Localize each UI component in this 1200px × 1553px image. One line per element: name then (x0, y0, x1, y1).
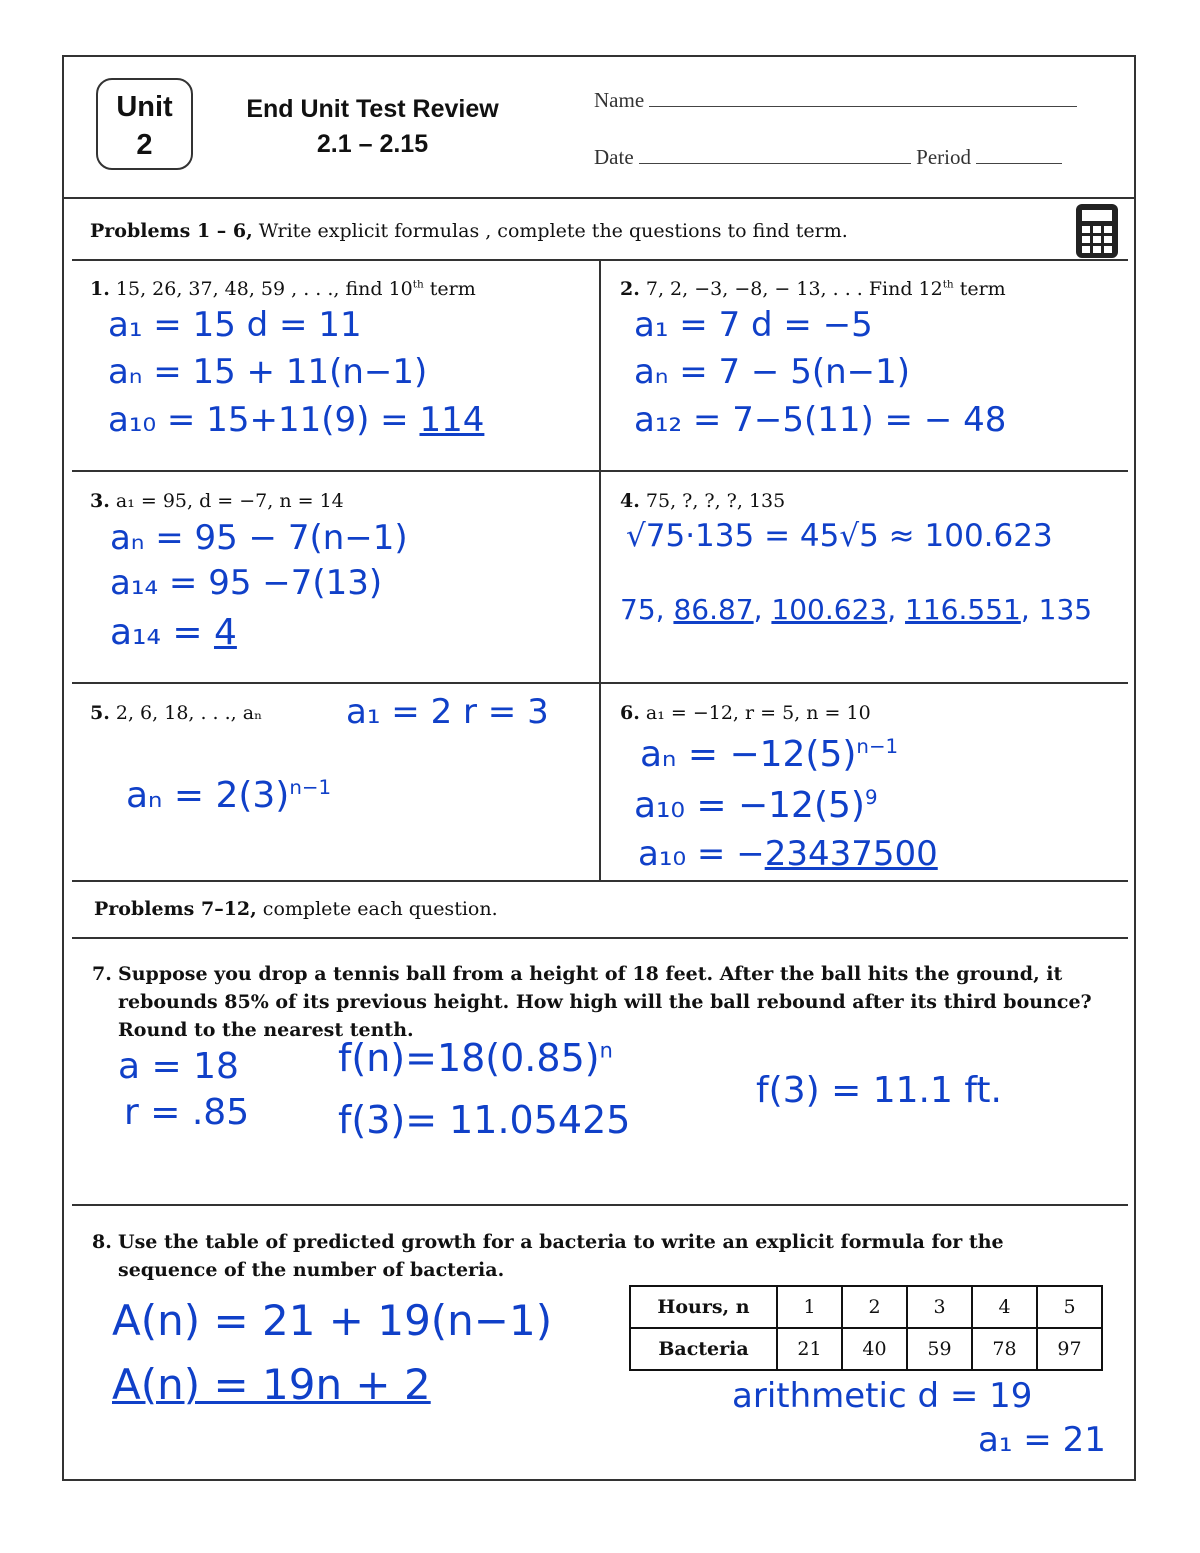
header-divider (62, 197, 1136, 199)
name-field (594, 88, 1077, 113)
section1-heading-text: Write explicit formulas , complete the questions to find term. (252, 220, 848, 242)
problem-8-work-3: arithmetic d = 19 (732, 1376, 1033, 1416)
problem-6-work-1 (640, 734, 898, 775)
problem-4-term-3: 100.623 (771, 593, 888, 626)
problem-6-work-3 (638, 834, 938, 874)
problem-5-work-2 (126, 775, 331, 816)
period-label: Period (916, 145, 971, 169)
name-line (649, 88, 1077, 107)
problem-4-work-1: √75·135 = 45√5 ≈ 100.623 (626, 518, 1053, 554)
problem-6-work-1-text: aₙ = −12(5) (640, 734, 857, 775)
problem-6-text: a₁ = −12, r = 5, n = 10 (645, 702, 871, 724)
table-cell: 2 (842, 1286, 907, 1328)
section2-heading-bold: Problems 7–12, (94, 898, 257, 920)
section1-heading (90, 220, 848, 242)
table-cell: 59 (907, 1328, 972, 1370)
problem-5-number: 5. (90, 702, 110, 724)
table-cell: 1 (777, 1286, 842, 1328)
worksheet-title: End Unit Test Review (246, 95, 499, 123)
problem-2-text-end: term (953, 278, 1006, 300)
problem-3-number: 3. (90, 490, 110, 512)
problem-5-exponent: n−1 (289, 776, 332, 799)
problem-1-text: 15, 26, 37, 48, 59 , . . ., find 10 (115, 278, 413, 300)
problem-3-work-2: a₁₄ = 95 −7(13) (110, 563, 383, 603)
problem-6-work-2 (634, 785, 878, 826)
problem-6-work-2-text: a₁₀ = −12(5) (634, 785, 865, 826)
problem-7-prompt (92, 960, 1112, 1044)
problem-8-work-4: a₁ = 21 (978, 1420, 1106, 1460)
date-label: Date (594, 145, 634, 169)
problem-7-number: 7. (92, 963, 112, 985)
table-header-bacteria: Bacteria (630, 1328, 777, 1370)
problem-1-work-3-text: a₁₀ = 15+11(9) = (108, 400, 420, 440)
problem-4-term-2: 86.87 (673, 593, 754, 626)
problem-7-formula-text: f(n)=18(0.85) (338, 1036, 600, 1080)
problem-7-formula-exponent: n (599, 1038, 613, 1063)
table-cell: 78 (972, 1328, 1037, 1370)
calculator-icon (1075, 203, 1119, 259)
problem-4-number: 4. (620, 490, 640, 512)
date-field (594, 145, 1062, 170)
grid-bottom-line (72, 880, 1128, 882)
table-row (630, 1286, 1102, 1328)
problem-4-term-4: 116.551 (905, 593, 1021, 626)
section2-heading-text: complete each question. (256, 898, 498, 920)
grid-row-line-2 (72, 682, 1128, 684)
problem-8-divider (72, 1204, 1128, 1206)
problem-4-term-5: , 135 (1020, 593, 1093, 626)
problem-2-work-3: a₁₂ = 7−5(11) = − 48 (634, 400, 1007, 440)
problem-7-work-f3: f(3)= 11.05425 (338, 1098, 631, 1142)
unit-label: Unit (116, 91, 173, 123)
problem-8-work-1: A(n) = 21 + 19(n−1) (112, 1296, 553, 1345)
problem-4-sep-2: , (887, 593, 906, 626)
table-cell: 3 (907, 1286, 972, 1328)
problem-3-work-1: aₙ = 95 − 7(n−1) (110, 518, 408, 558)
problem-1-text-end: term (423, 278, 476, 300)
problem-1-prompt (90, 278, 476, 300)
problem-4-prompt (620, 490, 785, 512)
section1-heading-bold: Problems 1 – 6, (90, 220, 253, 242)
table-row (630, 1328, 1102, 1370)
period-line (976, 145, 1062, 164)
table-header-hours: Hours, n (630, 1286, 777, 1328)
problem-3-answer: 4 (213, 612, 237, 653)
problem-7-text: Suppose you drop a tennis ball from a height of 18 feet. After the ball hits the ground, it rebounds 85% of its previous height. How high will the ball rebound after its third bounce? Round to the nearest tenth. (118, 963, 1092, 1041)
worksheet-subtitle: 2.1 – 2.15 (316, 130, 429, 158)
problem-2-text: 7, 2, −3, −8, − 13, . . . Find 12 (645, 278, 943, 300)
table-cell: 4 (972, 1286, 1037, 1328)
problem-2-prompt (620, 278, 1006, 300)
problem-3-work-3-text: a₁₄ = (110, 612, 214, 653)
problem-4-text: 75, ?, ?, ?, 135 (645, 490, 786, 512)
unit-number: 2 (136, 129, 153, 161)
table-cell: 97 (1037, 1328, 1102, 1370)
problem-3-work-3 (110, 612, 237, 653)
problem-1-work-1: a₁ = 15 d = 11 (108, 305, 362, 345)
table-cell: 40 (842, 1328, 907, 1370)
problem-7-work-formula (338, 1036, 613, 1080)
name-label: Name (594, 88, 645, 112)
table-cell: 21 (777, 1328, 842, 1370)
problem-7-work-r: r = .85 (124, 1092, 250, 1133)
bacteria-table (629, 1285, 1103, 1371)
problem-4-work-2 (620, 593, 1092, 626)
problem-8-work-2: A(n) = 19n + 2 (112, 1360, 431, 1409)
grid-center-line (599, 259, 601, 881)
problem-6-work-3-text: a₁₀ = − (638, 834, 765, 874)
problem-3-text: a₁ = 95, d = −7, n = 14 (115, 490, 344, 512)
section2-heading (94, 898, 498, 920)
problem-5-work-2-text: aₙ = 2(3) (126, 775, 290, 816)
problem-2-sup: th (942, 278, 954, 291)
table-cell: 5 (1037, 1286, 1102, 1328)
problem-1-sup: th (412, 278, 424, 291)
problem-8-prompt (92, 1228, 1082, 1284)
problem-1-work-2: aₙ = 15 + 11(n−1) (108, 352, 428, 392)
date-line (639, 145, 911, 164)
problem-2-number: 2. (620, 278, 640, 300)
problem-1-answer: 114 (419, 400, 485, 440)
problem-3-prompt (90, 490, 344, 512)
problem-5-text: 2, 6, 18, . . ., aₙ (115, 702, 263, 724)
problem-6-exponent-1: n−1 (856, 735, 899, 758)
section2-divider (72, 937, 1128, 939)
problem-7-work-a: a = 18 (118, 1046, 239, 1087)
problem-4-sep-1: , (753, 593, 772, 626)
problem-6-number: 6. (620, 702, 640, 724)
problem-5-work-1: a₁ = 2 r = 3 (346, 692, 549, 732)
problem-4-term-1: 75, (620, 593, 674, 626)
problem-5-prompt (90, 702, 262, 724)
problem-2-work-2: aₙ = 7 − 5(n−1) (634, 352, 911, 392)
problem-1-number: 1. (90, 278, 110, 300)
problem-6-prompt (620, 702, 871, 724)
problem-8-number: 8. (92, 1231, 112, 1253)
problem-2-work-1: a₁ = 7 d = −5 (634, 305, 873, 345)
problem-6-exponent-2: 9 (864, 786, 878, 809)
problem-6-answer: 23437500 (764, 834, 938, 874)
grid-row-line-1 (72, 470, 1128, 472)
problem-7-answer: f(3) = 11.1 ft. (756, 1070, 1002, 1111)
problem-8-text: Use the table of predicted growth for a bacteria to write an explicit formula for the sequence of the number of bacteria. (118, 1231, 1004, 1281)
unit-badge (96, 78, 193, 170)
problem-1-work-3 (108, 400, 484, 440)
